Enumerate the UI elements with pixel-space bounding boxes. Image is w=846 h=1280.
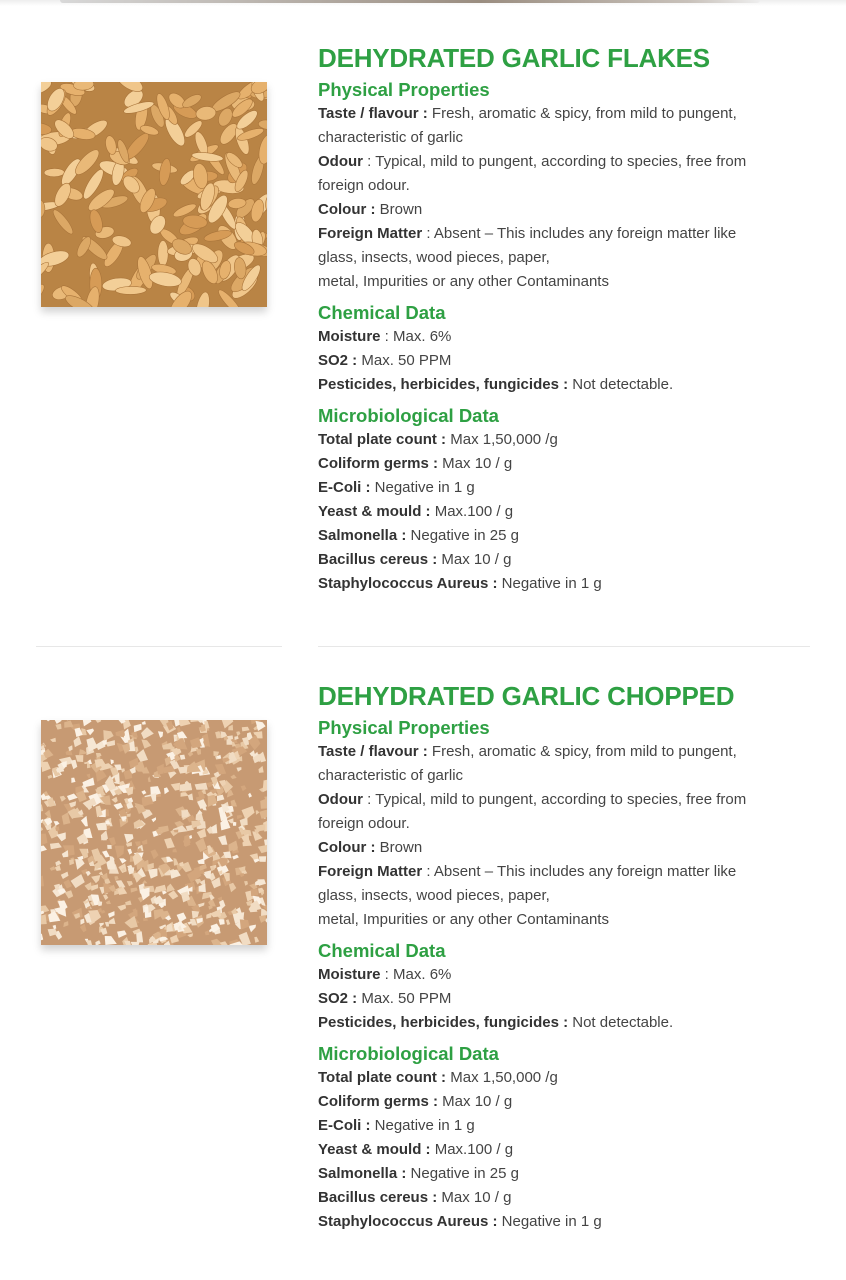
ecoli-label: E-Coli : [318, 1117, 371, 1134]
bacillus-row [318, 548, 818, 572]
colour-label: Colour : [318, 839, 376, 856]
product-title: DEHYDRATED GARLIC CHOPPED [318, 681, 735, 711]
salmonella-label: Salmonella : [318, 527, 407, 544]
salmonella-row [318, 524, 818, 548]
total-plate-count-row [318, 1066, 818, 1090]
salmonella-row [318, 1162, 818, 1186]
ecoli-label: E-Coli : [318, 479, 371, 496]
foreign-matter-value: : Absent – This includes any foreign matter like [422, 225, 737, 242]
colour-label: Colour : [318, 201, 376, 218]
microbiological-data-heading: Microbiological Data [318, 1043, 499, 1064]
bacillus-row [318, 1186, 818, 1210]
garlic-flakes-image [41, 82, 267, 307]
pesticides-label: Pesticides, herbicides, fungicides : [318, 1014, 569, 1031]
odour-row-cont: foreign odour. [318, 177, 410, 194]
coliform-label: Coliform germs : [318, 1093, 439, 1110]
bacillus-value: Max 10 / g [437, 1189, 512, 1206]
foreign-matter-label: Foreign Matter [318, 863, 423, 880]
so2-label: SO2 : [318, 990, 358, 1007]
colour-value: Brown [375, 839, 423, 856]
foreign-matter-value: : Absent – This includes any foreign matter like [422, 863, 737, 880]
pesticides-row [318, 373, 818, 397]
bacillus-label: Bacillus cereus : [318, 1189, 438, 1206]
so2-row [318, 987, 818, 1011]
so2-value: Max. 50 PPM [357, 990, 452, 1007]
tpc-label: Total plate count : [318, 1069, 447, 1086]
taste-value: Fresh, aromatic & spicy, from mild to pungent, [427, 105, 737, 122]
bacillus-label: Bacillus cereus : [318, 551, 438, 568]
yeast-mould-row [318, 500, 818, 524]
ecoli-row [318, 1114, 818, 1138]
foreign-matter-row [318, 222, 818, 246]
odour-value: : Typical, mild to pungent, according to species, free from [363, 153, 747, 170]
foreign-matter-cont-1: glass, insects, wood pieces, paper, [318, 249, 550, 266]
product-details [318, 680, 818, 1234]
garlic-flakes-photo [41, 82, 267, 307]
yeast-mould-row [318, 1138, 818, 1162]
odour-row [318, 788, 818, 812]
foreign-matter-cont-2: metal, Impurities or any other Contaminants [318, 273, 609, 290]
coliform-value: Max 10 / g [438, 455, 513, 472]
moisture-value: : Max. 6% [380, 966, 452, 983]
divider-right [318, 646, 810, 647]
taste-row [318, 740, 818, 764]
staph-value: Negative in 1 g [497, 1213, 602, 1230]
staph-row [318, 572, 818, 596]
cropped-banner-edge [60, 0, 760, 3]
salmonella-label: Salmonella : [318, 1165, 407, 1182]
colour-row [318, 198, 818, 222]
yeast-value: Max.100 / g [430, 1141, 514, 1158]
so2-label: SO2 : [318, 352, 358, 369]
total-plate-count-row [318, 428, 818, 452]
microbiological-data-heading: Microbiological Data [318, 405, 499, 426]
garlic-chopped-photo [41, 720, 267, 945]
moisture-row [318, 325, 818, 349]
staph-value: Negative in 1 g [497, 575, 602, 592]
colour-row [318, 836, 818, 860]
yeast-value: Max.100 / g [430, 503, 514, 520]
taste-row [318, 102, 818, 126]
physical-properties-heading: Physical Properties [318, 79, 490, 100]
taste-row-cont: characteristic of garlic [318, 767, 464, 784]
ecoli-row [318, 476, 818, 500]
ecoli-value: Negative in 1 g [370, 479, 475, 496]
odour-value: : Typical, mild to pungent, according to species, free from [363, 791, 747, 808]
foreign-matter-row [318, 860, 818, 884]
odour-row-cont: foreign odour. [318, 815, 410, 832]
tpc-value: Max 1,50,000 /g [446, 431, 558, 448]
yeast-label: Yeast & mould : [318, 1141, 431, 1158]
salmonella-value: Negative in 25 g [406, 1165, 519, 1182]
physical-properties-heading: Physical Properties [318, 717, 490, 738]
garlic-chopped-image [41, 720, 267, 945]
coliform-row [318, 1090, 818, 1114]
so2-row [318, 349, 818, 373]
staph-label: Staphylococcus Aureus : [318, 1213, 498, 1230]
foreign-matter-cont-2: metal, Impurities or any other Contaminants [318, 911, 609, 928]
odour-label: Odour [318, 791, 363, 808]
taste-row-cont: characteristic of garlic [318, 129, 464, 146]
coliform-row [318, 452, 818, 476]
pesticides-label: Pesticides, herbicides, fungicides : [318, 376, 569, 393]
pesticides-value: Not detectable. [568, 1014, 674, 1031]
odour-row [318, 150, 818, 174]
product-title: DEHYDRATED GARLIC FLAKES [318, 43, 710, 73]
top-image-edge [0, 0, 846, 6]
pesticides-value: Not detectable. [568, 376, 674, 393]
staph-label: Staphylococcus Aureus : [318, 575, 498, 592]
coliform-value: Max 10 / g [438, 1093, 513, 1110]
foreign-matter-label: Foreign Matter [318, 225, 423, 242]
colour-value: Brown [375, 201, 423, 218]
moisture-label: Moisture [318, 328, 381, 345]
bacillus-value: Max 10 / g [437, 551, 512, 568]
so2-value: Max. 50 PPM [357, 352, 452, 369]
yeast-label: Yeast & mould : [318, 503, 431, 520]
divider-left [36, 646, 282, 647]
staph-row [318, 1210, 818, 1234]
coliform-label: Coliform germs : [318, 455, 439, 472]
chemical-data-heading: Chemical Data [318, 940, 446, 961]
taste-label: Taste / flavour : [318, 105, 428, 122]
moisture-label: Moisture [318, 966, 381, 983]
moisture-row [318, 963, 818, 987]
chemical-data-heading: Chemical Data [318, 302, 446, 323]
taste-label: Taste / flavour : [318, 743, 428, 760]
salmonella-value: Negative in 25 g [406, 527, 519, 544]
tpc-value: Max 1,50,000 /g [446, 1069, 558, 1086]
taste-value: Fresh, aromatic & spicy, from mild to pungent, [427, 743, 737, 760]
foreign-matter-cont-1: glass, insects, wood pieces, paper, [318, 887, 550, 904]
odour-label: Odour [318, 153, 363, 170]
moisture-value: : Max. 6% [380, 328, 452, 345]
tpc-label: Total plate count : [318, 431, 447, 448]
pesticides-row [318, 1011, 818, 1035]
ecoli-value: Negative in 1 g [370, 1117, 475, 1134]
product-details [318, 42, 818, 596]
